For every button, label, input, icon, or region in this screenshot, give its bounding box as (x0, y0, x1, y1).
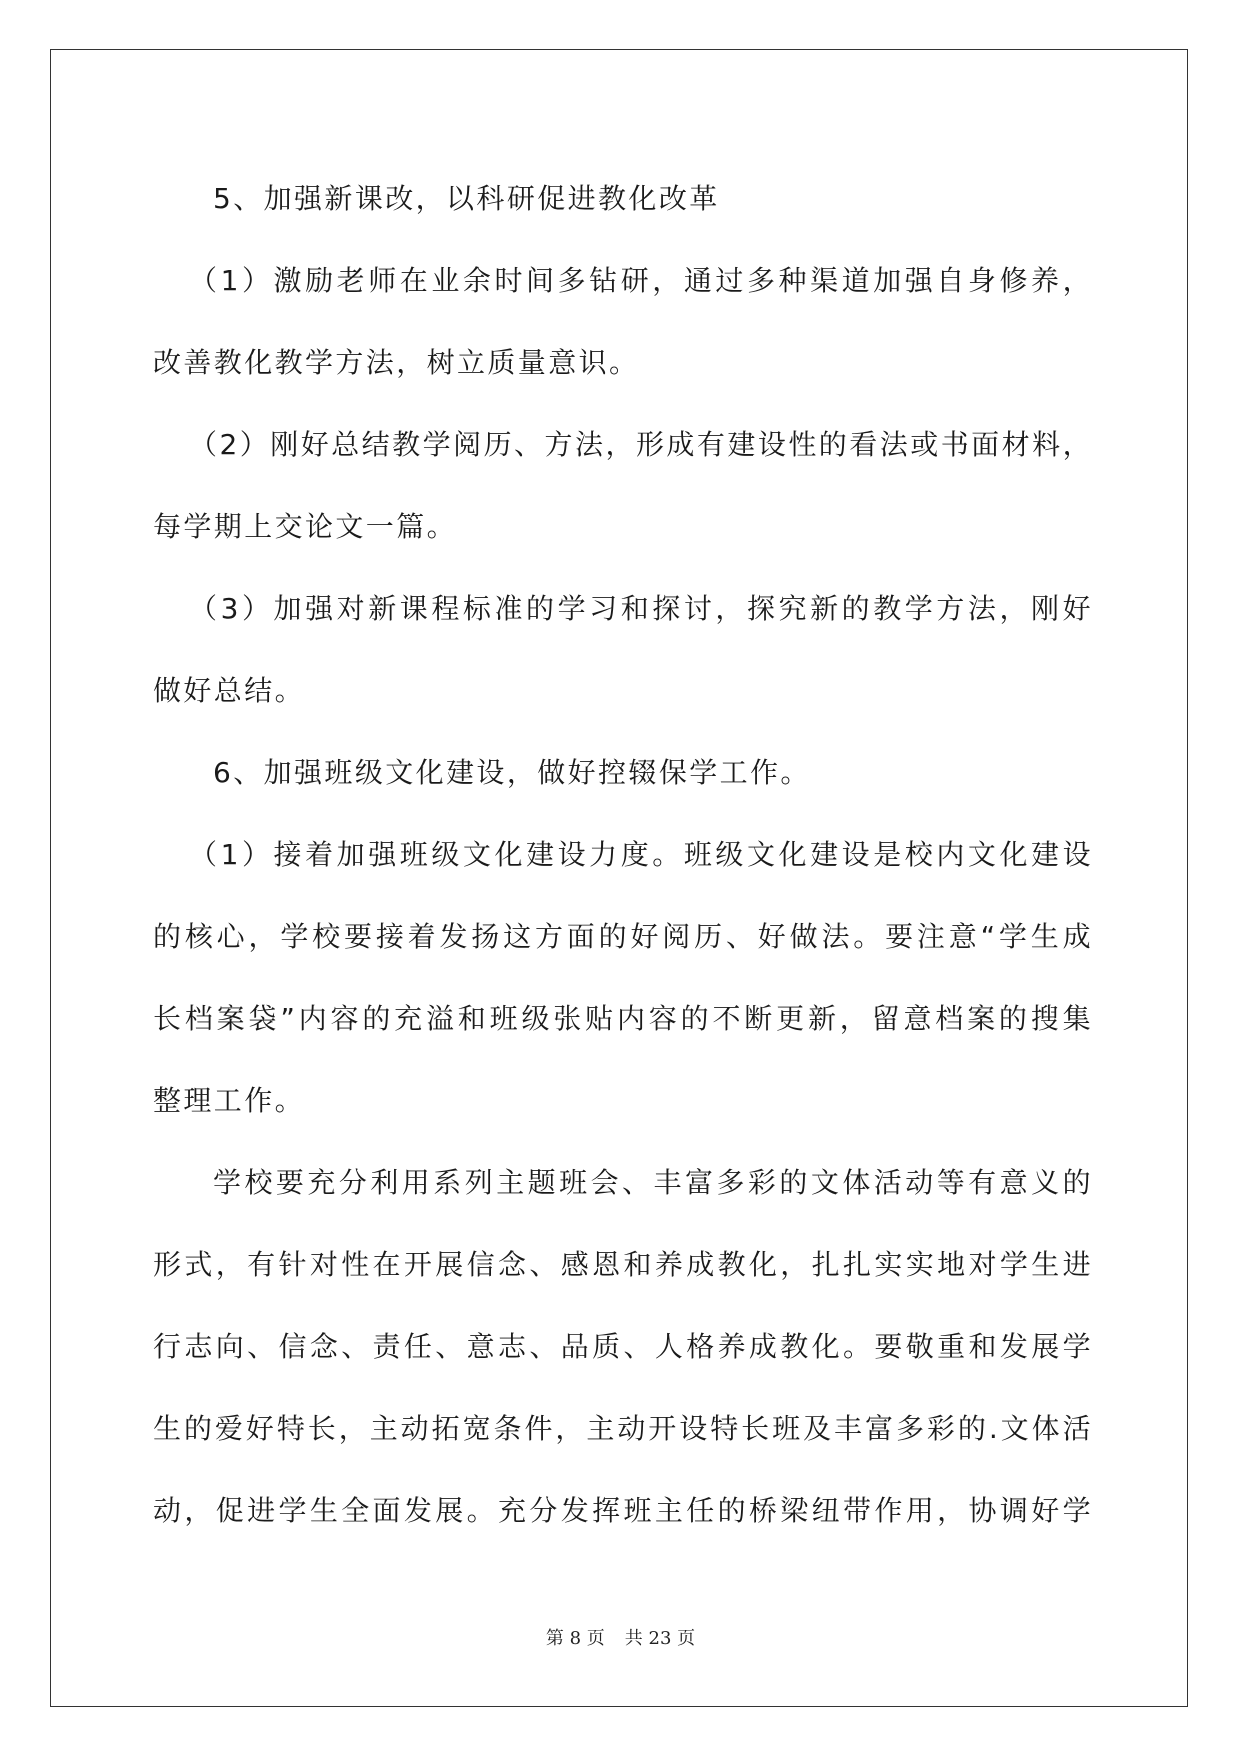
paragraph-line: 改善教化教学方法，树立质量意识。 (153, 346, 640, 379)
page-number: 第 8 页 (545, 1628, 605, 1649)
document-body (153, 158, 1093, 1552)
paragraph-line: 每学期上交论文一篇。 (153, 510, 458, 543)
paragraph-line: 的核心，学校要接着发扬这方面的好阅历、好做法。要注意“学生成 (153, 920, 1093, 953)
section-heading-6: 6、加强班级文化建设，做好控辍保学工作。 (213, 756, 811, 789)
paragraph-line: （3）加强对新课程标准的学习和探讨，探究新的教学方法，刚好 (189, 592, 1093, 625)
paragraph-line: （2）刚好总结教学阅历、方法，形成有建设性的看法或书面材料， (189, 428, 1093, 461)
paragraph-line: 整理工作。 (153, 1084, 306, 1117)
paragraph-line: 做好总结。 (153, 674, 306, 707)
paragraph-line: （1）激励老师在业余时间多钻研，通过多种渠道加强自身修养， (189, 264, 1093, 297)
section-heading-5: 5、加强新课改，以科研促进教化改革 (213, 182, 720, 215)
paragraph-line: 行志向、信念、责任、意志、品质、人格养成教化。要敬重和发展学 (153, 1330, 1093, 1363)
paragraph-line: 形式，有针对性在开展信念、感恩和养成教化，扎扎实实地对学生进 (153, 1248, 1093, 1281)
paragraph-line: 学校要充分利用系列主题班会、丰富多彩的文体活动等有意义的 (213, 1166, 1093, 1199)
paragraph-line: 生的爱好特长，主动拓宽条件，主动开设特长班及丰富多彩的.文体活 (153, 1412, 1093, 1445)
page-total: 共 23 页 (624, 1628, 696, 1649)
page-footer (0, 1624, 1241, 1650)
paragraph-line: （1）接着加强班级文化建设力度。班级文化建设是校内文化建设 (189, 838, 1093, 871)
paragraph-line: 动，促进学生全面发展。充分发挥班主任的桥梁纽带作用，协调好学 (153, 1494, 1093, 1527)
paragraph-line: 长档案袋”内容的充溢和班级张贴内容的不断更新，留意档案的搜集 (153, 1002, 1093, 1035)
